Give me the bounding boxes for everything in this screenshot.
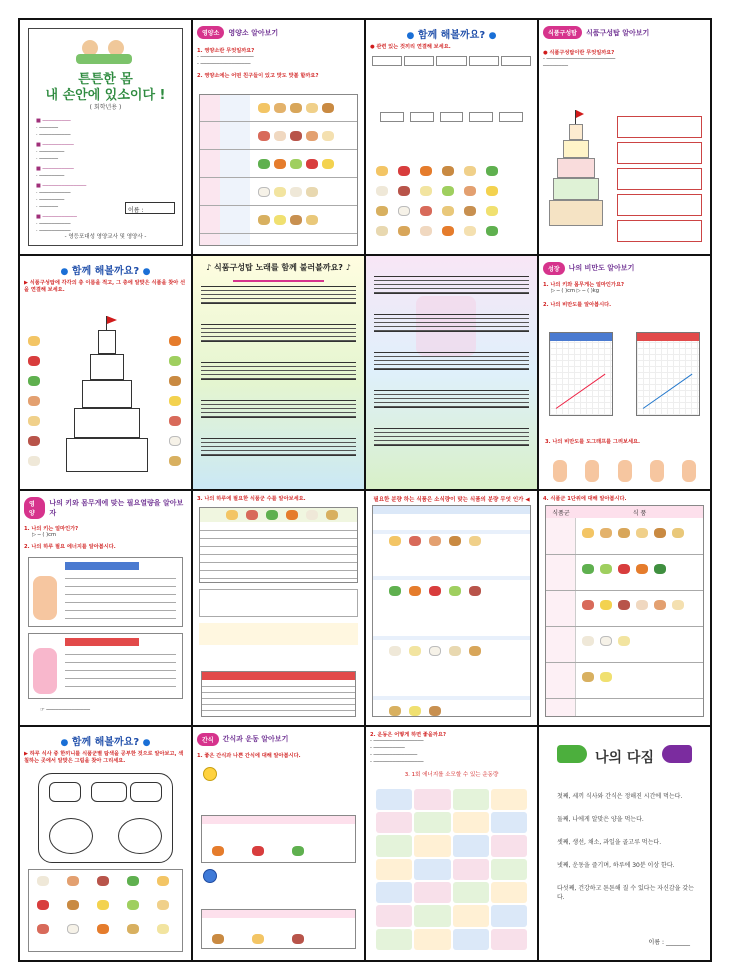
kids-illustration — [72, 36, 142, 66]
exercise-subtitle: 3. 1회 에너지를 소모할 수 있는 운동량 — [404, 771, 499, 778]
section-tag: 나의 키와 몸무게에 맞는 필요열량을 알아보자 — [49, 499, 184, 517]
intake-note-box — [199, 589, 358, 617]
section-tag: 식품구성탑 알아보기 — [585, 28, 650, 37]
game-note: ▶ 하루 식사 중 한끼니를 식품군별 탐색을 공부한 것으로 알아보고, 색칠하는 곳에서 알맞은 그림을 찾아 그리세요. — [24, 750, 184, 764]
good-snack-box — [203, 767, 354, 809]
section-pill: 영양소 — [197, 26, 224, 39]
food-list-table — [372, 505, 531, 717]
song-title: ♪ 식품구성탑 노래를 함께 불러볼까요? ♪ — [206, 262, 351, 272]
calorie-table-boy — [28, 557, 183, 627]
calorie-table-girl — [28, 633, 183, 699]
question-2: 2. 나의 비만도를 알아봅시다. — [543, 301, 612, 308]
question-3: 3. 나의 비만도를 도그래프를 그려보세요. — [545, 438, 640, 445]
section-pill: 식품구성탑 — [543, 26, 582, 39]
exercise-grid — [376, 789, 527, 951]
pointing-hand-icon — [662, 745, 692, 763]
panel-pyramid-game: ● 함께 해볼까요? ● ▶ 식품구성탑에 각각의 층 이름을 적고, 그 층에 알맞은 식품을 찾아 선을 연결해 보세요. — [20, 256, 191, 490]
food-label-row — [380, 112, 523, 122]
game-title: 함께 해볼까요? — [71, 736, 140, 748]
food-picture-grid[interactable] — [376, 166, 527, 244]
cover-name-box[interactable]: 이름 : — [125, 202, 175, 214]
groups-question: 4. 식품군 1단위에 대해 알아봅시다. — [543, 496, 627, 502]
question-1: 1. 영양소란 무엇일까요? — [197, 48, 255, 54]
promise-item: 다섯째, 건강하고 튼튼해 질 수 있다는 자신감을 갖는다. — [557, 884, 694, 901]
panel-song-sheet-2 — [366, 256, 537, 490]
panel-food-list — [366, 491, 537, 725]
panel-snack — [193, 727, 364, 961]
col-foods: 식 품 — [632, 510, 647, 517]
intake-answer-table[interactable] — [201, 671, 356, 717]
music-staff — [201, 324, 356, 342]
cover-title-1: 튼튼한 몸 — [78, 72, 133, 87]
game-note: ▶ 식품구성탑에 각각의 층 이름을 적고, 그 층에 알맞은 식품을 찾아 선을 연결해 보세요. — [24, 279, 186, 293]
section-tag: 간식과 운동 알아보기 — [222, 735, 289, 743]
game-title: 함께 해볼까요? — [71, 265, 140, 277]
section-pill: 간식 — [197, 733, 219, 746]
frown-icon — [203, 869, 217, 883]
cover-contents: ■ ───────── · ────── · ────────── ■ ────────── · ──────── · ────── ■ ────────── · ──────── ■ ────────────── · ────────── · ──────── · ────── ■ ─────────── · ────────── · ────────── — [36, 118, 87, 235]
game-note: ● 관련 있는 것끼리 연결해 보세요. — [370, 44, 451, 50]
good-snack-table — [201, 815, 356, 863]
groups-table — [545, 505, 704, 717]
promise-list — [557, 791, 700, 901]
section-tag: 나의 비만도 알아보기 — [568, 264, 635, 272]
panel-nutrients: 영양소 영양소 알아보기 1. 영양소란 무엇일까요? - ───────────────── - ──────────────── 2. 영양소에는 어떤 친구들이 있고 맛도 맛볼 할까요? — [193, 20, 364, 254]
panel-calorie: 영양 나의 키와 몸무게에 맞는 필요열량을 알아보자 1. 나의 키는 얼마인가? ▷ ─ ( )cm 2. 나의 하루 필요 에너지를 알아봅시다. ☞ ────────────── — [20, 491, 191, 725]
exercise-question: 2. 운동은 어떻게 하면 좋을까요? — [370, 731, 446, 738]
question-1: 1. 나의 키는 얼마인가? — [24, 526, 79, 532]
cover-subtitle: ( 회학년용 ) — [89, 104, 122, 111]
section-tag: 영양소 알아보기 — [228, 28, 279, 37]
handout-sheet — [18, 18, 712, 962]
name-label: 이름 : — [648, 939, 665, 946]
promise-signature[interactable]: 이름 : ________ — [648, 939, 690, 946]
music-staff — [374, 314, 529, 332]
music-staff — [374, 276, 529, 294]
pyramid-question: ● 식품구성탑이란 무엇일까요? — [543, 50, 615, 56]
promise-item: 둘째, 나에게 알맞은 양을 먹는다. — [557, 815, 644, 823]
music-staff — [374, 428, 529, 446]
music-staff — [374, 352, 529, 370]
bad-snack-box — [203, 869, 354, 905]
question-2: 2. 영양소에는 어떤 친구들이 있고 맛도 맛볼 할까요? — [197, 73, 319, 80]
question-1: 1. 나의 키와 몸무게는 얼마인가요? — [543, 281, 624, 288]
panel-exercise: 2. 운동은 어떻게 하면 좋을까요? - ──────────────── - ────────── - ────────────── - ──────────────── 3. 1회 에너지를 소모할 수 있는 운동량 — [366, 727, 537, 961]
cover-footer: - 영등포대성 영양교사 및 영양사 - — [64, 233, 147, 240]
panel-food-groups — [539, 491, 710, 725]
intake-tip — [199, 623, 358, 645]
promise-item: 셋째, 생선, 채소, 과일을 골고루 먹는다. — [557, 838, 662, 846]
panel-song-sheet-1 — [193, 256, 364, 490]
panel-matching-game: ● 함께 해볼까요? ● ● 관련 있는 것끼리 연결해 보세요. — [366, 20, 537, 254]
kid-figures — [553, 460, 696, 484]
intake-question: 3. 나의 하루에 필요한 식품군 수를 알아보세요. — [197, 496, 306, 502]
panel-intake — [193, 491, 364, 725]
nutrient-label-row — [372, 56, 531, 66]
promise-header — [543, 737, 706, 773]
panel-cover — [20, 20, 191, 254]
meal-tray[interactable] — [38, 773, 173, 863]
section-pill: 영양 — [24, 497, 45, 519]
game-title: 함께 해볼까요? — [417, 30, 486, 41]
tower-outline[interactable] — [66, 316, 156, 484]
cover-title-2: 내 손안에 있소이다 ! — [45, 88, 166, 103]
music-staff — [374, 390, 529, 408]
panel-growth-chart: 성장 나의 비만도 알아보기 1. 나의 키와 몸무게는 얼마인가요? ▷ ─ ( )cm ▷ ─ ( )kg 2. 나의 비만도를 알아봅시다. 3. 나의 비만도를 도그래프를 그려보세요. — [539, 256, 710, 490]
growth-chart-left — [549, 332, 613, 416]
music-staff — [201, 286, 356, 304]
food-column-right[interactable] — [169, 336, 183, 486]
promise-item: 넷째, 운동을 즐기며, 하루에 30분 이상 한다. — [557, 861, 675, 869]
nutrient-table — [199, 94, 358, 246]
promise-title: 나의 다짐 — [595, 749, 654, 766]
food-list-title: 필요한 분량 하는 식품은 소식량이 맞는 식품의 분량 무엇 인가 ◀ — [373, 497, 530, 503]
col-food-group: 식품군 — [552, 510, 570, 517]
pyramid-figure — [549, 110, 609, 250]
panel-food-pyramid: 식품구성탑 식품구성탑 알아보기 ● 식품구성탑이란 무엇일까요? - ────────────────────── ──────── — [539, 20, 710, 254]
intake-table — [199, 507, 358, 583]
promise-item: 첫째, 세끼 식사와 간식은 정해진 시간에 먹는다. — [557, 792, 683, 800]
smile-icon — [203, 767, 217, 781]
bad-snack-table — [201, 909, 356, 949]
food-column-left[interactable] — [28, 336, 42, 486]
growth-chart-right — [636, 332, 700, 416]
section-pill: 성장 — [543, 262, 565, 275]
music-staff — [201, 438, 356, 456]
music-staff — [201, 362, 356, 380]
question-1: 1. 좋은 간식과 나쁜 간식에 대해 알아봅시다. — [197, 752, 301, 759]
panel-meal-plan: ● 함께 해볼까요? ● ▶ 하루 식사 중 한끼니를 식품군별 탐색을 공부한 것으로 알아보고, 색칠하는 곳에서 알맞은 그림을 찾아 그리세요. — [20, 727, 191, 961]
pink-arrow-icon — [233, 280, 324, 282]
pyramid-legend — [617, 116, 702, 252]
meal-food-grid[interactable] — [28, 869, 183, 953]
music-staff — [201, 400, 356, 418]
panel-promise — [539, 727, 710, 961]
question-2: 2. 나의 하루 필요 에너지를 알아봅시다. — [24, 544, 116, 551]
